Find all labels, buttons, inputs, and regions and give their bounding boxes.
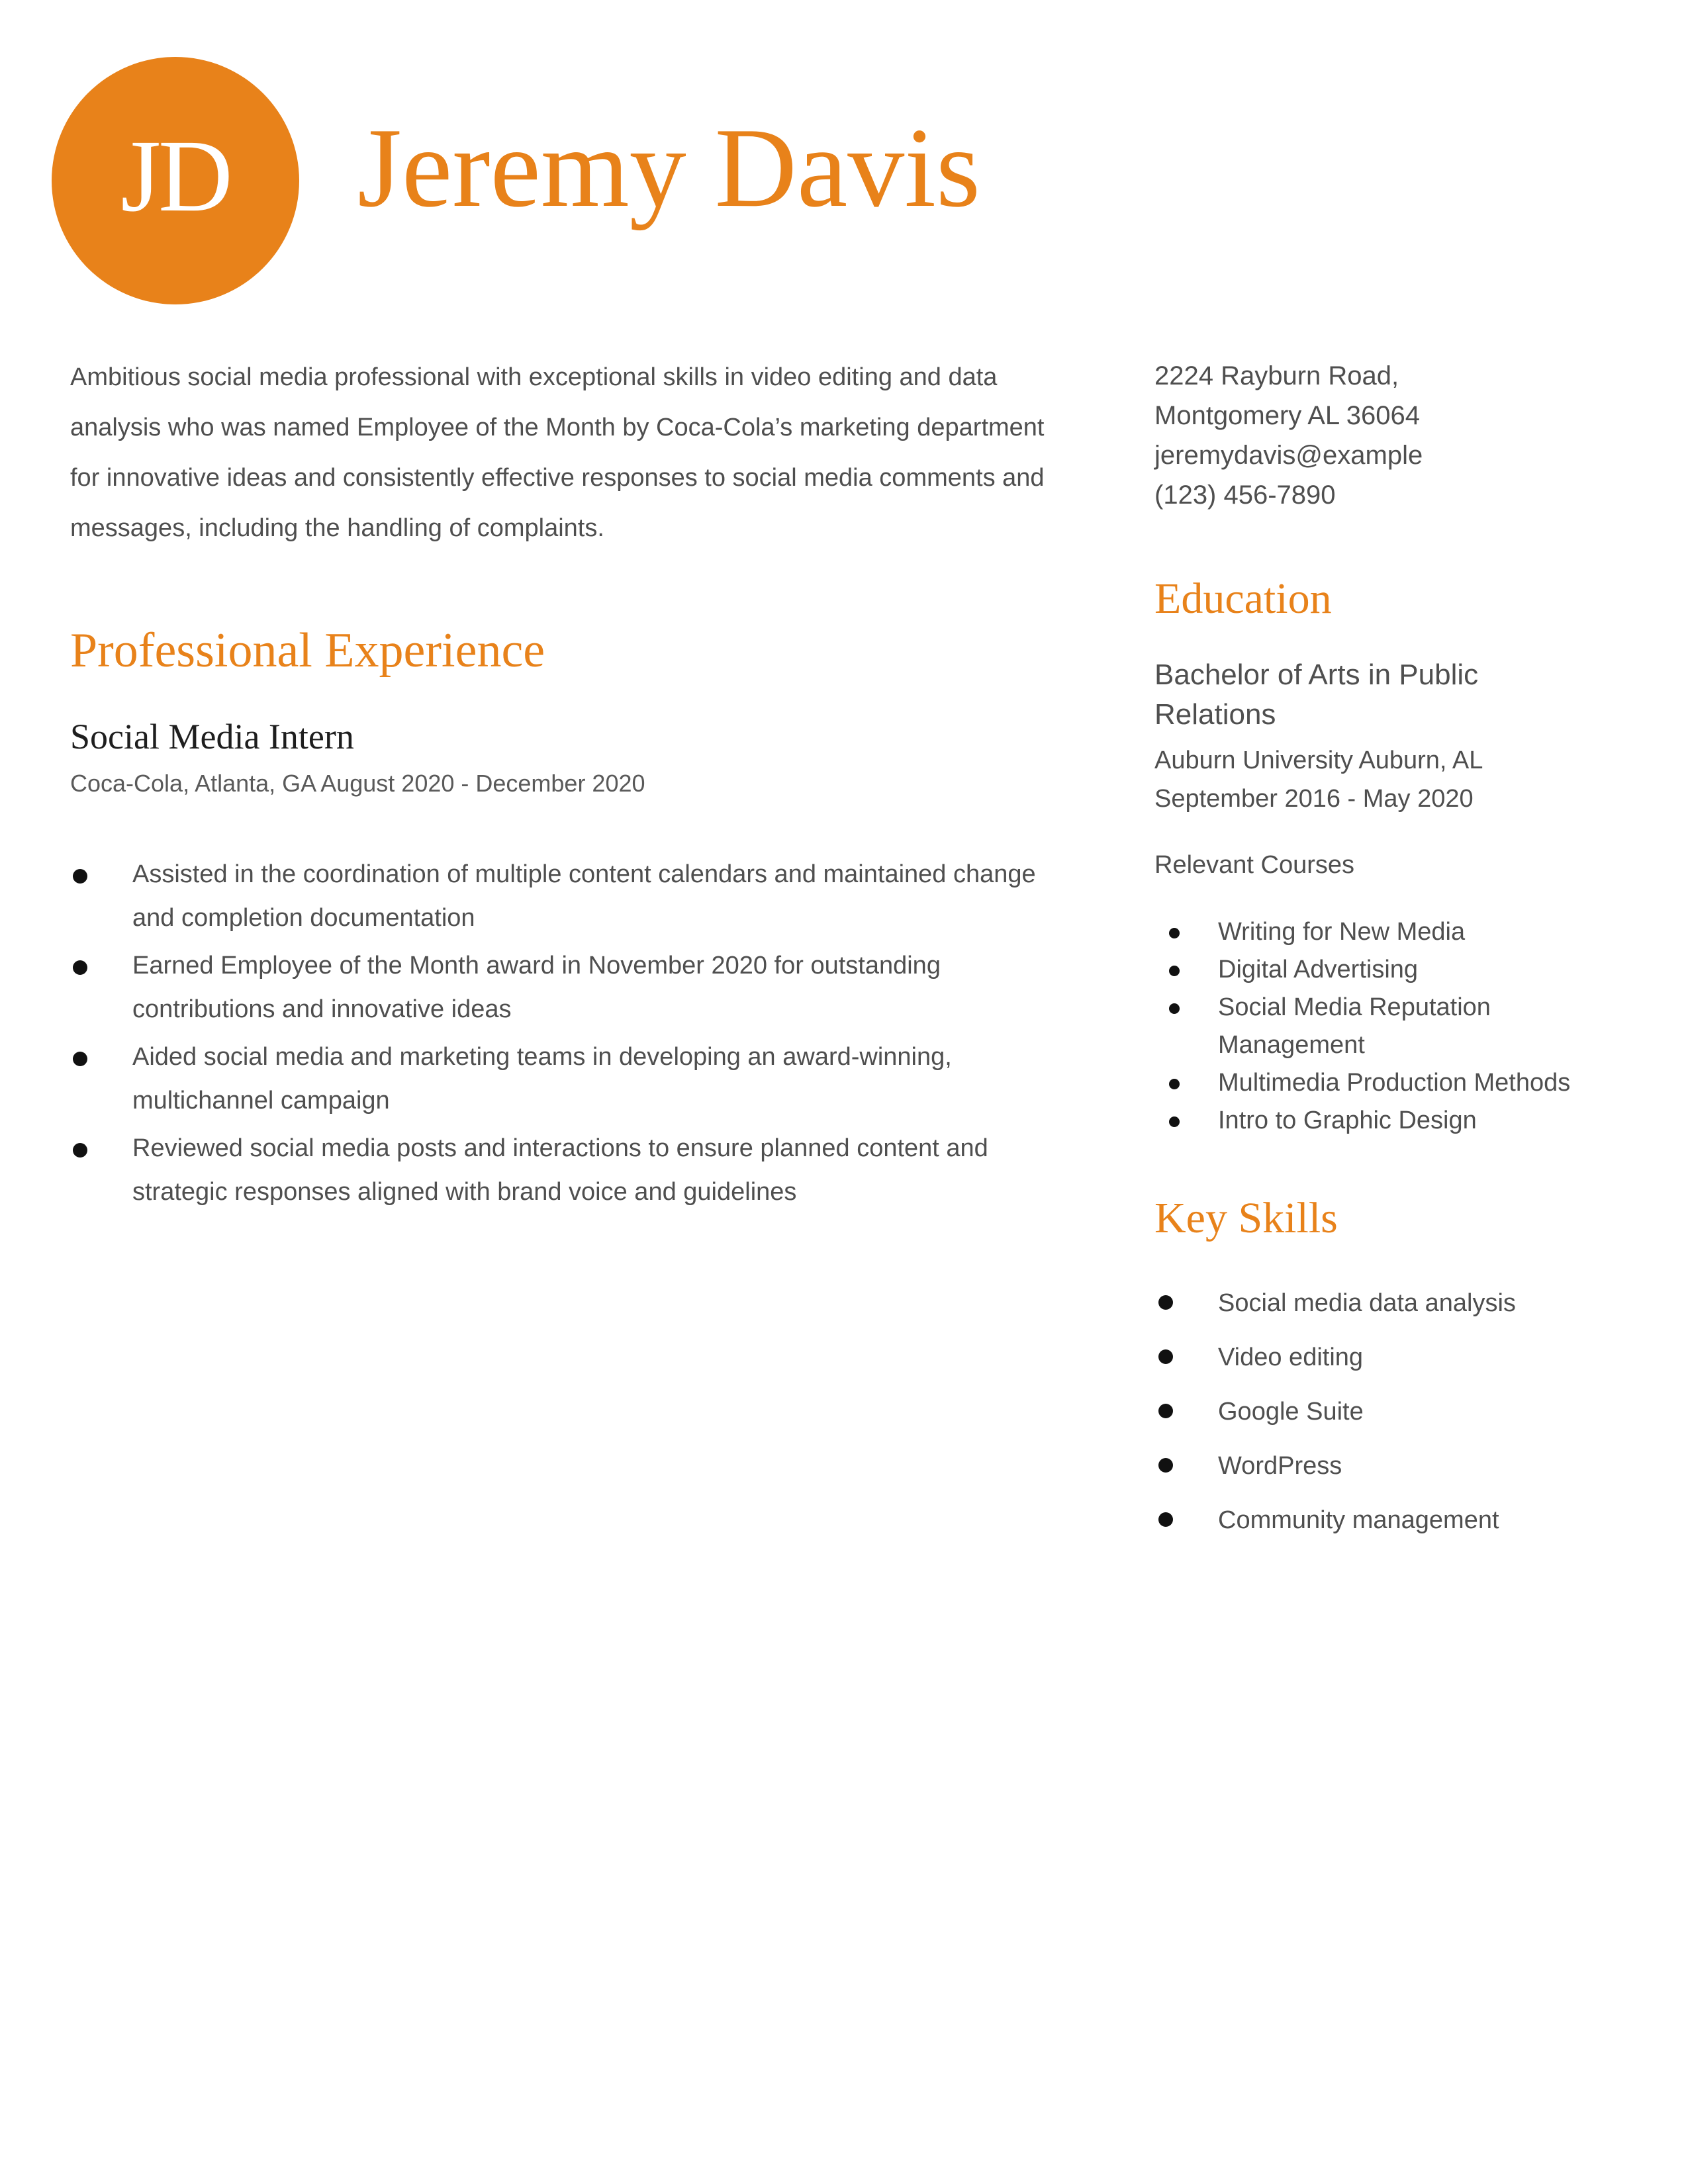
bullet-dot-icon	[1158, 1295, 1173, 1310]
course-text: Writing for New Media	[1218, 918, 1466, 946]
job-meta: Coca-Cola, Atlanta, GA August 2020 - December 2020	[70, 770, 645, 797]
bullet-dot-icon	[1169, 1116, 1180, 1127]
bullet-dot-icon	[73, 1052, 87, 1066]
education-meta	[1154, 741, 1483, 818]
job-bullet	[70, 852, 1063, 940]
bullet-dot-icon	[1169, 1079, 1180, 1089]
course-item	[1154, 1102, 1618, 1140]
job-bullet-text: Aided social media and marketing teams in developing an award-winning, multichannel campaign	[132, 1043, 952, 1115]
bullet-dot-icon	[1158, 1349, 1173, 1364]
skill-text: Google Suite	[1218, 1398, 1364, 1426]
candidate-name: Jeremy Davis	[357, 105, 980, 231]
bullet-dot-icon	[1169, 1003, 1180, 1014]
skill-item	[1154, 1284, 1618, 1322]
job-title: Social Media Intern	[70, 717, 354, 756]
address-line-2: Montgomery AL 36064	[1154, 401, 1420, 430]
course-item	[1154, 951, 1618, 989]
profile-summary: Ambitious social media professional with exceptional skills in video editing and data analysis who was named Employee of the Month by Coca-Cola’s marketing department for innovative ideas and consistently effective responses to social media comments and messages, including the handling of complaints.	[70, 363, 1045, 542]
skill-text: Social media data analysis	[1218, 1289, 1516, 1317]
skill-text: Community management	[1218, 1506, 1499, 1534]
course-text: Multimedia Production Methods	[1218, 1069, 1571, 1097]
email-text: jeremydavis@example	[1154, 441, 1423, 470]
school-name: Auburn University Auburn, AL	[1154, 747, 1483, 774]
monogram-avatar	[52, 57, 299, 304]
bullet-dot-icon	[1169, 928, 1180, 938]
bullet-dot-icon	[73, 1143, 87, 1158]
job-bullet	[70, 1035, 1063, 1122]
skill-item	[1154, 1501, 1618, 1539]
course-item	[1154, 913, 1618, 951]
course-item	[1154, 1064, 1618, 1102]
job-bullet	[70, 1126, 1063, 1214]
education-heading: Education	[1154, 574, 1332, 623]
skill-item	[1154, 1338, 1618, 1377]
phone-text: (123) 456-7890	[1154, 480, 1336, 510]
job-bullet-text: Reviewed social media posts and interactions to ensure planned content and strategic responses aligned with brand voice and guidelines	[132, 1134, 988, 1206]
course-text: Intro to Graphic Design	[1218, 1107, 1477, 1134]
skill-item	[1154, 1447, 1618, 1485]
course-list	[1154, 913, 1618, 1140]
job-bullet-text: Earned Employee of the Month award in November 2020 for outstanding contributions and innovative ideas	[132, 952, 941, 1023]
job-bullet-list	[70, 852, 1063, 1218]
job-bullet-text: Assisted in the coordination of multiple content calendars and maintained change and completion documentation	[132, 860, 1036, 932]
skill-text: WordPress	[1218, 1452, 1342, 1480]
bullet-dot-icon	[73, 960, 87, 975]
course-item	[1154, 989, 1618, 1064]
degree-title: Bachelor of Arts in Public Relations	[1154, 659, 1479, 731]
courses-label: Relevant Courses	[1154, 851, 1355, 879]
bullet-dot-icon	[1158, 1458, 1173, 1473]
skills-heading: Key Skills	[1154, 1194, 1338, 1242]
course-text: Social Media Reputation Management	[1218, 993, 1491, 1059]
job-bullet	[70, 944, 1063, 1031]
skill-list	[1154, 1284, 1618, 1555]
experience-heading: Professional Experience	[70, 623, 545, 678]
education-dates: September 2016 - May 2020	[1154, 785, 1474, 813]
monogram-initials: JD	[120, 118, 230, 233]
skill-text: Video editing	[1218, 1343, 1364, 1371]
bullet-dot-icon	[1169, 966, 1180, 976]
skill-item	[1154, 1392, 1618, 1431]
bullet-dot-icon	[73, 869, 87, 884]
bullet-dot-icon	[1158, 1404, 1173, 1418]
address-line-1: 2224 Rayburn Road,	[1154, 361, 1399, 390]
bullet-dot-icon	[1158, 1512, 1173, 1527]
contact-block	[1154, 356, 1423, 515]
course-text: Digital Advertising	[1218, 956, 1419, 983]
